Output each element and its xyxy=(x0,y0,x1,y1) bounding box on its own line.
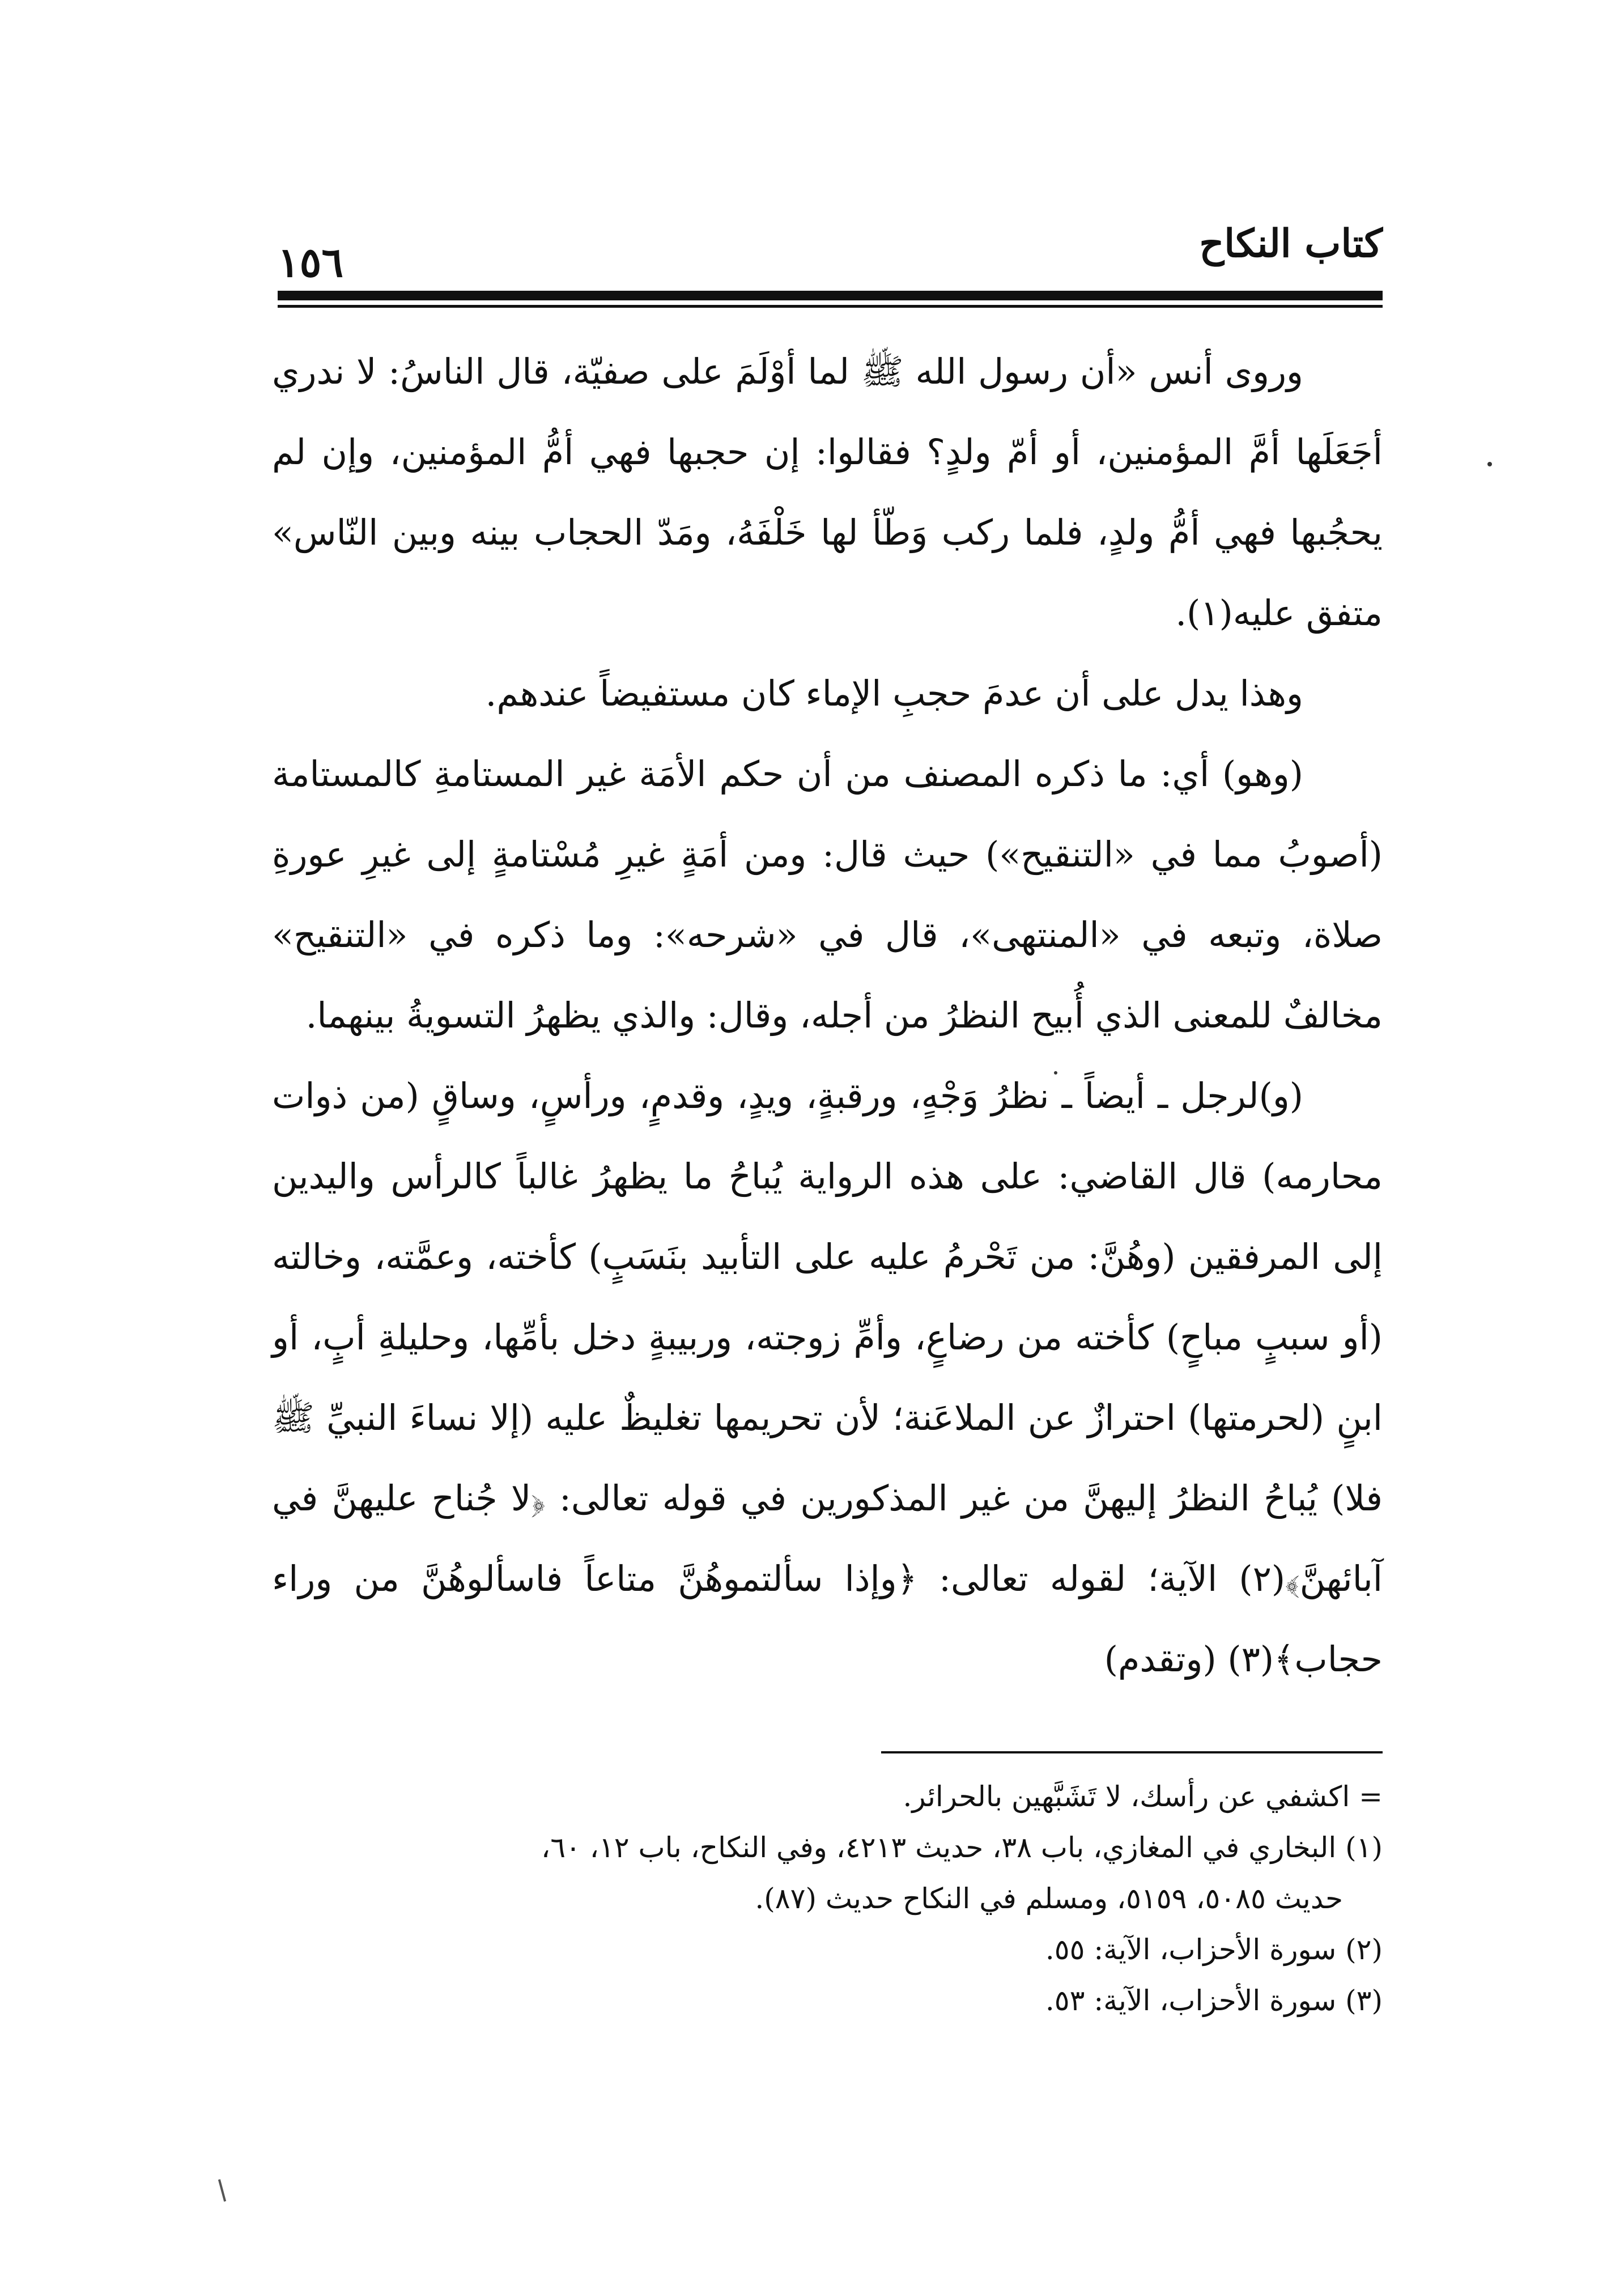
header-rule-thin xyxy=(278,305,1383,308)
page-number: ١٥٦ xyxy=(278,238,344,286)
paragraph-tanqih-commentary: (وهو) أي: ما ذكره المصنف من أن حكم الأمَة غير المستامةِ كالمستامة (أصوبُ مما في «التنقيح») حيث قال: ومن أمَةٍ غيرِ مُسْتامةٍ إلى غيرِ عورةِ صلاة، وتبعه في «المنتهى»، قال في «شرحه»: وما ذكره في «التنقيح» مخالفٌ للمعنى الذي أُبيح النظرُ من أجله، وقال: والذي يظهرُ التسويةُ بينهما. xyxy=(272,753,1383,1036)
footnote-separator xyxy=(881,1751,1383,1753)
header-rule-thick xyxy=(278,291,1383,300)
paragraph-mahram-ruling: (و)لرجل ـ أيضاً ـ نظرُ وَجْهٍ، ورقبةٍ، ويدٍ، وقدمٍ، ورأسٍ، وساقٍ (من ذوات محارمه) قال القاضي: على هذه الرواية يُباحُ ما يظهرُ غالباً كالرأس واليدين إلى المرفقين (وهُنَّ: من تَحْرمُ عليه على التأبيد بنَسَبٍ) كأخته، وعمَّته، وخالته (أو سببٍ مباحٍ) كأخته من رضاعٍ، وأمِّ زوجته، وربيبةٍ دخل بأمِّها، وحليلةِ أبٍ، أو ابنٍ (لحرمتها) احترازٌ عن الملاعَنة؛ لأن تحريمها تغليظٌ عليه (إلا نساءَ النبيِّ ﷺ فلا) يُباحُ النظرُ إليهنَّ من غير المذكورين في قوله تعالى: ﴿لا جُناح عليهنَّ في آبائهنَّ﴾(٢) الآية؛ لقوله تعالى: ﴿وإذا سألتموهُنَّ متاعاً فاسألوهُنَّ من وراء حجاب﴾(٣) (وتقدم) xyxy=(272,1075,1383,1680)
paragraph-veiling-note: وهذا يدل على أن عدمَ حجبِ الإماء كان مستفيضاً عندهم. xyxy=(485,673,1303,714)
scan-speck xyxy=(1487,462,1492,466)
footnotes xyxy=(272,1771,1383,2026)
footnote-1-continued: حديث ٥٠٨٥، ٥١٥٩، ومسلم في النكاح حديث (٨٧). xyxy=(755,1882,1343,1915)
footnote-1: (١) البخاري في المغازي، باب ٣٨، حديث ٤٢١٣، وفي النكاح، باب ١٢، ٦٠، xyxy=(541,1831,1383,1864)
running-title: كتاب النكاح xyxy=(1199,221,1383,266)
main-text xyxy=(272,332,1383,1700)
paragraph-anas-hadith: وروى أنس «أن رسول الله ﷺ لما أوْلَمَ على صفيّة، قال الناسُ: لا ندري أجَعَلَها أمَّ المؤمنين، أو أمّ ولدٍ؟ فقالوا: إن حجبها فهي أمُّ المؤمنين، وإن لم يحجُبها فهي أمُّ ولدٍ، فلما ركب وَطّأ لها خَلْفَهُ، ومَدّ الحجاب بينه وبين النّاس» متفق عليه(١). xyxy=(272,351,1383,634)
footnote-2: (٢) سورة الأحزاب، الآية: ٥٥. xyxy=(1045,1933,1383,1966)
scan-mark xyxy=(218,2179,226,2202)
footnote-continuation: = اكشفي عن رأسك، لا تَشَبَّهين بالحرائر. xyxy=(903,1780,1383,1813)
running-header xyxy=(278,221,1383,300)
footnote-3: (٣) سورة الأحزاب، الآية: ٥٣. xyxy=(1045,1984,1383,2017)
scan-speck xyxy=(1054,1071,1057,1075)
